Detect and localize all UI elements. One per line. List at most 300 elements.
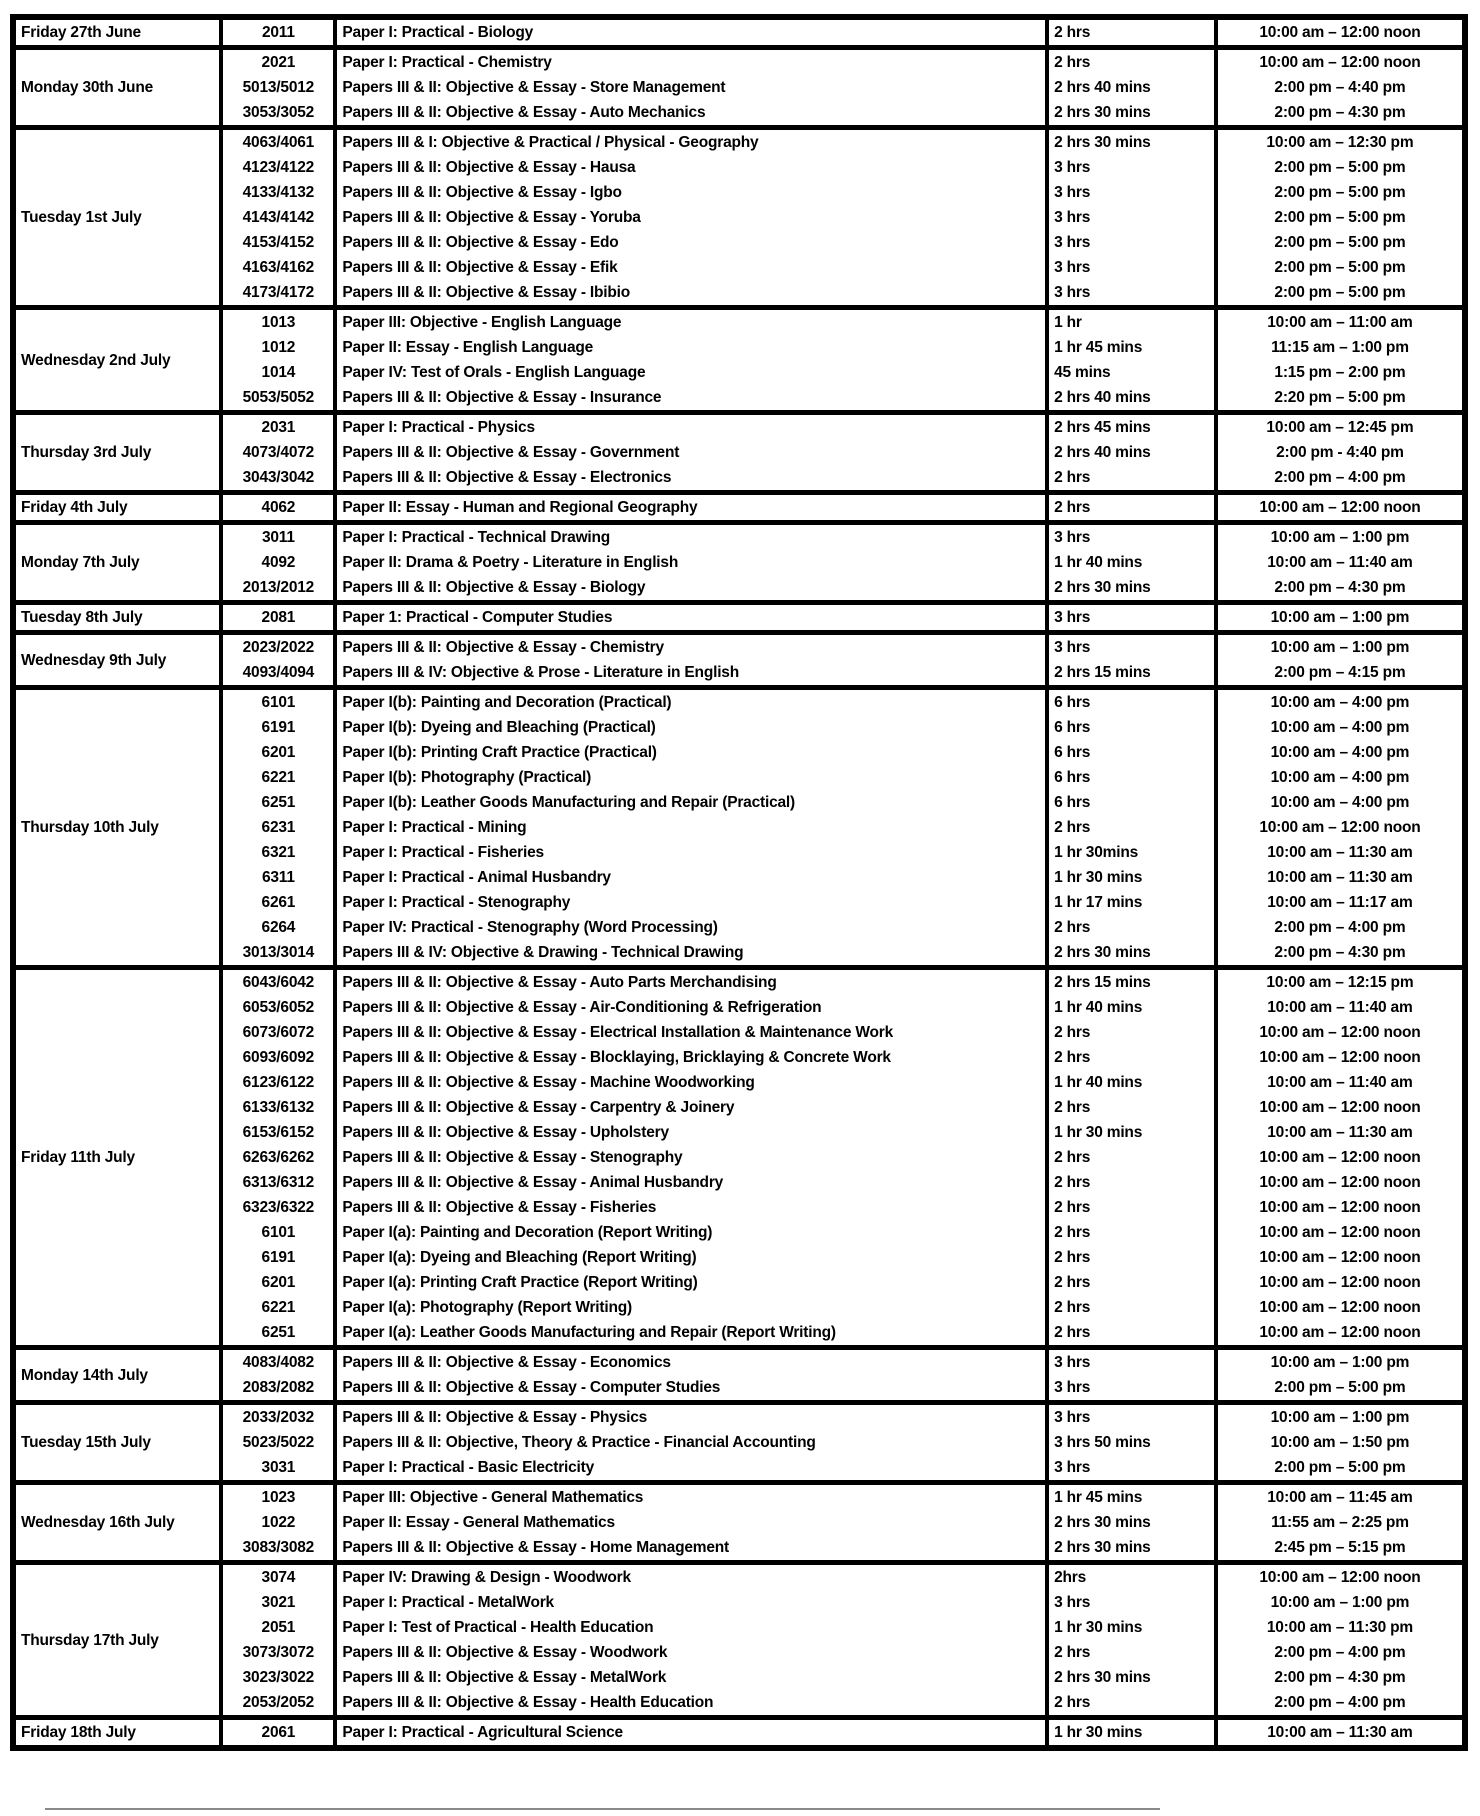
code-cell: 1014 xyxy=(221,360,335,385)
table-row xyxy=(13,1430,1465,1455)
duration-cell: 3 hrs xyxy=(1047,523,1216,551)
code-cell: 2083/2082 xyxy=(221,1375,335,1403)
code-cell: 6201 xyxy=(221,1270,335,1295)
paper-cell: Papers III & II: Objective & Essay - Upholstery xyxy=(335,1120,1047,1145)
duration-cell: 3 hrs xyxy=(1047,633,1216,661)
time-cell: 10:00 am – 11:30 pm xyxy=(1216,1615,1465,1640)
duration-cell: 2 hrs xyxy=(1047,815,1216,840)
duration-cell: 6 hrs xyxy=(1047,765,1216,790)
duration-cell: 1 hr 30mins xyxy=(1047,840,1216,865)
truncated-next-row-line xyxy=(45,1808,1160,1810)
time-cell: 2:00 pm – 4:30 pm xyxy=(1216,575,1465,603)
time-cell: 10:00 am – 12:00 noon xyxy=(1216,1095,1465,1120)
table-row xyxy=(13,75,1465,100)
time-cell: 2:00 pm – 4:40 pm xyxy=(1216,75,1465,100)
duration-cell: 2 hrs xyxy=(1047,1195,1216,1220)
table-row xyxy=(13,1295,1465,1320)
time-cell: 2:00 pm – 5:00 pm xyxy=(1216,280,1465,308)
code-cell: 6263/6262 xyxy=(221,1145,335,1170)
table-row xyxy=(13,1535,1465,1563)
time-cell: 10:00 am – 4:00 pm xyxy=(1216,740,1465,765)
duration-cell: 2 hrs xyxy=(1047,1690,1216,1718)
date-cell: Wednesday 16th July xyxy=(13,1483,221,1563)
code-cell: 4143/4142 xyxy=(221,205,335,230)
code-cell: 6043/6042 xyxy=(221,968,335,996)
table-row xyxy=(13,1320,1465,1348)
date-cell: Monday 14th July xyxy=(13,1348,221,1403)
duration-cell: 1 hr 30 mins xyxy=(1047,1615,1216,1640)
paper-cell: Papers III & II: Objective & Essay - Store Management xyxy=(335,75,1047,100)
code-cell: 3073/3072 xyxy=(221,1640,335,1665)
table-row xyxy=(13,1270,1465,1295)
table-row xyxy=(13,815,1465,840)
paper-cell: Papers III & II: Objective & Essay - Woodwork xyxy=(335,1640,1047,1665)
paper-cell: Papers III & IV: Objective & Prose - Literature in English xyxy=(335,660,1047,688)
duration-cell: 2 hrs xyxy=(1047,1020,1216,1045)
code-cell: 2023/2022 xyxy=(221,633,335,661)
time-cell: 10:00 am – 4:00 pm xyxy=(1216,688,1465,716)
duration-cell: 3 hrs xyxy=(1047,280,1216,308)
paper-cell: Paper I: Practical - Animal Husbandry xyxy=(335,865,1047,890)
code-cell: 3074 xyxy=(221,1563,335,1591)
paper-cell: Papers III & II: Objective & Essay - Igbo xyxy=(335,180,1047,205)
time-cell: 10:00 am – 11:40 am xyxy=(1216,995,1465,1020)
table-row xyxy=(13,688,1465,716)
code-cell: 2013/2012 xyxy=(221,575,335,603)
paper-cell: Paper I: Practical - Mining xyxy=(335,815,1047,840)
table-row xyxy=(13,660,1465,688)
code-cell: 6313/6312 xyxy=(221,1170,335,1195)
paper-cell: Papers III & II: Objective & Essay - Ibibio xyxy=(335,280,1047,308)
time-cell: 10:00 am – 4:00 pm xyxy=(1216,765,1465,790)
time-cell: 10:00 am – 4:00 pm xyxy=(1216,790,1465,815)
code-cell: 6311 xyxy=(221,865,335,890)
code-cell: 6261 xyxy=(221,890,335,915)
paper-cell: Papers III & II: Objective & Essay - Biology xyxy=(335,575,1047,603)
table-row xyxy=(13,1020,1465,1045)
duration-cell: 2 hrs xyxy=(1047,1045,1216,1070)
code-cell: 4163/4162 xyxy=(221,255,335,280)
date-cell: Friday 4th July xyxy=(13,493,221,523)
table-row xyxy=(13,335,1465,360)
duration-cell: 3 hrs xyxy=(1047,1403,1216,1431)
date-cell: Wednesday 2nd July xyxy=(13,308,221,413)
paper-cell: Papers III & II: Objective & Essay - Computer Studies xyxy=(335,1375,1047,1403)
duration-cell: 2 hrs 30 mins xyxy=(1047,1535,1216,1563)
table-row xyxy=(13,1455,1465,1483)
table-row xyxy=(13,940,1465,968)
table-row xyxy=(13,280,1465,308)
exam-timetable-sheet xyxy=(10,14,1468,1751)
table-row xyxy=(13,360,1465,385)
time-cell: 10:00 am – 12:00 noon xyxy=(1216,1220,1465,1245)
code-cell: 2011 xyxy=(221,17,335,48)
paper-cell: Paper I(b): Leather Goods Manufacturing and Repair (Practical) xyxy=(335,790,1047,815)
time-cell: 2:00 pm – 5:00 pm xyxy=(1216,1455,1465,1483)
duration-cell: 1 hr 45 mins xyxy=(1047,335,1216,360)
table-row xyxy=(13,790,1465,815)
table-row xyxy=(13,550,1465,575)
table-row xyxy=(13,1120,1465,1145)
time-cell: 2:00 pm – 4:30 pm xyxy=(1216,940,1465,968)
paper-cell: Papers III & IV: Objective & Drawing - Technical Drawing xyxy=(335,940,1047,968)
code-cell: 6323/6322 xyxy=(221,1195,335,1220)
time-cell: 10:00 am – 12:00 noon xyxy=(1216,1320,1465,1348)
table-row xyxy=(13,1095,1465,1120)
table-row xyxy=(13,180,1465,205)
duration-cell: 2 hrs 15 mins xyxy=(1047,660,1216,688)
duration-cell: 2 hrs xyxy=(1047,1170,1216,1195)
duration-cell: 2 hrs xyxy=(1047,17,1216,48)
paper-cell: Paper I(b): Printing Craft Practice (Practical) xyxy=(335,740,1047,765)
duration-cell: 1 hr 30 mins xyxy=(1047,865,1216,890)
table-row xyxy=(13,1145,1465,1170)
duration-cell: 2 hrs xyxy=(1047,915,1216,940)
time-cell: 2:00 pm – 4:30 pm xyxy=(1216,100,1465,128)
time-cell: 2:00 pm – 4:30 pm xyxy=(1216,1665,1465,1690)
date-cell: Wednesday 9th July xyxy=(13,633,221,688)
time-cell: 10:00 am – 11:40 am xyxy=(1216,1070,1465,1095)
duration-cell: 2 hrs 30 mins xyxy=(1047,940,1216,968)
code-cell: 1023 xyxy=(221,1483,335,1511)
duration-cell: 2 hrs xyxy=(1047,1145,1216,1170)
paper-cell: Paper II: Essay - English Language xyxy=(335,335,1047,360)
time-cell: 10:00 am – 1:00 pm xyxy=(1216,1403,1465,1431)
paper-cell: Paper II: Essay - General Mathematics xyxy=(335,1510,1047,1535)
paper-cell: Paper I(b): Dyeing and Bleaching (Practical) xyxy=(335,715,1047,740)
time-cell: 10:00 am – 12:00 noon xyxy=(1216,1020,1465,1045)
duration-cell: 2 hrs xyxy=(1047,1095,1216,1120)
code-cell: 6221 xyxy=(221,765,335,790)
table-row xyxy=(13,890,1465,915)
paper-cell: Papers III & II: Objective & Essay - MetalWork xyxy=(335,1665,1047,1690)
paper-cell: Papers III & II: Objective & Essay - Machine Woodworking xyxy=(335,1070,1047,1095)
code-cell: 4073/4072 xyxy=(221,440,335,465)
paper-cell: Paper I(a): Printing Craft Practice (Report Writing) xyxy=(335,1270,1047,1295)
table-row xyxy=(13,1563,1465,1591)
table-row xyxy=(13,968,1465,996)
paper-cell: Paper I: Practical - Technical Drawing xyxy=(335,523,1047,551)
table-row xyxy=(13,575,1465,603)
paper-cell: Paper III: Objective - General Mathematics xyxy=(335,1483,1047,1511)
date-cell: Tuesday 1st July xyxy=(13,128,221,308)
code-cell: 4093/4094 xyxy=(221,660,335,688)
time-cell: 11:15 am – 1:00 pm xyxy=(1216,335,1465,360)
time-cell: 2:00 pm - 4:40 pm xyxy=(1216,440,1465,465)
time-cell: 2:00 pm – 4:00 pm xyxy=(1216,465,1465,493)
table-row xyxy=(13,995,1465,1020)
table-row xyxy=(13,603,1465,633)
date-cell: Thursday 3rd July xyxy=(13,413,221,493)
time-cell: 10:00 am – 12:00 noon xyxy=(1216,1195,1465,1220)
table-row xyxy=(13,523,1465,551)
code-cell: 3021 xyxy=(221,1590,335,1615)
date-cell: Monday 30th June xyxy=(13,48,221,128)
date-cell: Tuesday 15th July xyxy=(13,1403,221,1483)
paper-cell: Papers III & II: Objective & Essay - Government xyxy=(335,440,1047,465)
duration-cell: 3 hrs xyxy=(1047,155,1216,180)
duration-cell: 2 hrs xyxy=(1047,48,1216,76)
time-cell: 10:00 am – 12:00 noon xyxy=(1216,493,1465,523)
code-cell: 6221 xyxy=(221,1295,335,1320)
time-cell: 10:00 am – 12:00 noon xyxy=(1216,815,1465,840)
table-row xyxy=(13,1220,1465,1245)
time-cell: 10:00 am – 12:15 pm xyxy=(1216,968,1465,996)
duration-cell: 3 hrs 50 mins xyxy=(1047,1430,1216,1455)
duration-cell: 2 hrs xyxy=(1047,1270,1216,1295)
time-cell: 10:00 am – 12:00 noon xyxy=(1216,17,1465,48)
paper-cell: Papers III & II: Objective & Essay - Auto Parts Merchandising xyxy=(335,968,1047,996)
table-row xyxy=(13,413,1465,441)
code-cell: 1013 xyxy=(221,308,335,336)
time-cell: 2:00 pm – 5:00 pm xyxy=(1216,1375,1465,1403)
duration-cell: 6 hrs xyxy=(1047,688,1216,716)
table-row xyxy=(13,1045,1465,1070)
time-cell: 10:00 am – 1:00 pm xyxy=(1216,1348,1465,1376)
code-cell: 3031 xyxy=(221,1455,335,1483)
paper-cell: Paper 1: Practical - Computer Studies xyxy=(335,603,1047,633)
table-row xyxy=(13,715,1465,740)
time-cell: 10:00 am – 11:30 am xyxy=(1216,840,1465,865)
paper-cell: Paper I: Practical - Biology xyxy=(335,17,1047,48)
table-row xyxy=(13,633,1465,661)
paper-cell: Paper I(b): Photography (Practical) xyxy=(335,765,1047,790)
time-cell: 10:00 am – 12:00 noon xyxy=(1216,1563,1465,1591)
paper-cell: Papers III & I: Objective & Practical / Physical - Geography xyxy=(335,128,1047,156)
paper-cell: Papers III & II: Objective, Theory & Practice - Financial Accounting xyxy=(335,1430,1047,1455)
time-cell: 10:00 am – 11:00 am xyxy=(1216,308,1465,336)
duration-cell: 2 hrs 30 mins xyxy=(1047,1665,1216,1690)
code-cell: 3023/3022 xyxy=(221,1665,335,1690)
table-row xyxy=(13,440,1465,465)
duration-cell: 3 hrs xyxy=(1047,603,1216,633)
table-row xyxy=(13,128,1465,156)
paper-cell: Papers III & II: Objective & Essay - Edo xyxy=(335,230,1047,255)
table-row xyxy=(13,1245,1465,1270)
code-cell: 6123/6122 xyxy=(221,1070,335,1095)
code-cell: 4133/4132 xyxy=(221,180,335,205)
time-cell: 2:00 pm – 4:00 pm xyxy=(1216,915,1465,940)
table-row xyxy=(13,915,1465,940)
time-cell: 2:00 pm – 5:00 pm xyxy=(1216,155,1465,180)
code-cell: 3053/3052 xyxy=(221,100,335,128)
paper-cell: Paper I(a): Dyeing and Bleaching (Report Writing) xyxy=(335,1245,1047,1270)
duration-cell: 3 hrs xyxy=(1047,230,1216,255)
time-cell: 10:00 am – 1:00 pm xyxy=(1216,523,1465,551)
code-cell: 3011 xyxy=(221,523,335,551)
table-row xyxy=(13,100,1465,128)
code-cell: 3013/3014 xyxy=(221,940,335,968)
table-row xyxy=(13,230,1465,255)
code-cell: 5023/5022 xyxy=(221,1430,335,1455)
paper-cell: Papers III & II: Objective & Essay - Carpentry & Joinery xyxy=(335,1095,1047,1120)
duration-cell: 1 hr 17 mins xyxy=(1047,890,1216,915)
duration-cell: 2 hrs 15 mins xyxy=(1047,968,1216,996)
duration-cell: 1 hr 30 mins xyxy=(1047,1120,1216,1145)
time-cell: 10:00 am – 1:50 pm xyxy=(1216,1430,1465,1455)
paper-cell: Papers III & II: Objective & Essay - Hausa xyxy=(335,155,1047,180)
time-cell: 10:00 am – 12:00 noon xyxy=(1216,1270,1465,1295)
duration-cell: 6 hrs xyxy=(1047,790,1216,815)
paper-cell: Papers III & II: Objective & Essay - Animal Husbandry xyxy=(335,1170,1047,1195)
paper-cell: Papers III & II: Objective & Essay - Economics xyxy=(335,1348,1047,1376)
paper-cell: Papers III & II: Objective & Essay - Blocklaying, Bricklaying & Concrete Work xyxy=(335,1045,1047,1070)
code-cell: 3043/3042 xyxy=(221,465,335,493)
paper-cell: Paper IV: Drawing & Design - Woodwork xyxy=(335,1563,1047,1591)
date-cell: Friday 11th July xyxy=(13,968,221,1348)
duration-cell: 3 hrs xyxy=(1047,1455,1216,1483)
duration-cell: 3 hrs xyxy=(1047,1348,1216,1376)
paper-cell: Papers III & II: Objective & Essay - Home Management xyxy=(335,1535,1047,1563)
table-row xyxy=(13,740,1465,765)
time-cell: 10:00 am – 11:30 am xyxy=(1216,1718,1465,1749)
paper-cell: Paper I(a): Painting and Decoration (Report Writing) xyxy=(335,1220,1047,1245)
table-row xyxy=(13,1195,1465,1220)
duration-cell: 2 hrs xyxy=(1047,465,1216,493)
time-cell: 10:00 am – 12:45 pm xyxy=(1216,413,1465,441)
duration-cell: 6 hrs xyxy=(1047,715,1216,740)
time-cell: 10:00 am – 1:00 pm xyxy=(1216,603,1465,633)
table-row xyxy=(13,1590,1465,1615)
time-cell: 2:00 pm – 5:00 pm xyxy=(1216,230,1465,255)
duration-cell: 2 hrs 40 mins xyxy=(1047,440,1216,465)
paper-cell: Paper I: Practical - MetalWork xyxy=(335,1590,1047,1615)
duration-cell: 2 hrs 40 mins xyxy=(1047,385,1216,413)
code-cell: 2061 xyxy=(221,1718,335,1749)
duration-cell: 2 hrs xyxy=(1047,1220,1216,1245)
time-cell: 10:00 am – 12:00 noon xyxy=(1216,1295,1465,1320)
code-cell: 6053/6052 xyxy=(221,995,335,1020)
time-cell: 2:20 pm – 5:00 pm xyxy=(1216,385,1465,413)
table-row xyxy=(13,385,1465,413)
duration-cell: 3 hrs xyxy=(1047,255,1216,280)
code-cell: 4092 xyxy=(221,550,335,575)
duration-cell: 3 hrs xyxy=(1047,180,1216,205)
code-cell: 1012 xyxy=(221,335,335,360)
duration-cell: 1 hr 45 mins xyxy=(1047,1483,1216,1511)
paper-cell: Papers III & II: Objective & Essay - Health Education xyxy=(335,1690,1047,1718)
code-cell: 4123/4122 xyxy=(221,155,335,180)
paper-cell: Papers III & II: Objective & Essay - Yoruba xyxy=(335,205,1047,230)
duration-cell: 1 hr 30 mins xyxy=(1047,1718,1216,1749)
code-cell: 6231 xyxy=(221,815,335,840)
time-cell: 10:00 am – 12:00 noon xyxy=(1216,48,1465,76)
duration-cell: 2 hrs xyxy=(1047,1295,1216,1320)
duration-cell: 2 hrs xyxy=(1047,493,1216,523)
duration-cell: 1 hr xyxy=(1047,308,1216,336)
time-cell: 2:45 pm – 5:15 pm xyxy=(1216,1535,1465,1563)
table-row xyxy=(13,308,1465,336)
time-cell: 2:00 pm – 4:00 pm xyxy=(1216,1690,1465,1718)
duration-cell: 2 hrs xyxy=(1047,1320,1216,1348)
code-cell: 2031 xyxy=(221,413,335,441)
paper-cell: Paper III: Objective - English Language xyxy=(335,308,1047,336)
code-cell: 2081 xyxy=(221,603,335,633)
time-cell: 10:00 am – 11:40 am xyxy=(1216,550,1465,575)
table-row xyxy=(13,840,1465,865)
table-row xyxy=(13,465,1465,493)
paper-cell: Paper I(b): Painting and Decoration (Practical) xyxy=(335,688,1047,716)
code-cell: 4063/4061 xyxy=(221,128,335,156)
paper-cell: Papers III & II: Objective & Essay - Insurance xyxy=(335,385,1047,413)
paper-cell: Papers III & II: Objective & Essay - Chemistry xyxy=(335,633,1047,661)
code-cell: 6073/6072 xyxy=(221,1020,335,1045)
code-cell: 6191 xyxy=(221,1245,335,1270)
table-row xyxy=(13,1348,1465,1376)
code-cell: 2053/2052 xyxy=(221,1690,335,1718)
paper-cell: Papers III & II: Objective & Essay - Electrical Installation & Maintenance Work xyxy=(335,1020,1047,1045)
paper-cell: Paper IV: Test of Orals - English Language xyxy=(335,360,1047,385)
time-cell: 2:00 pm – 4:15 pm xyxy=(1216,660,1465,688)
code-cell: 5053/5052 xyxy=(221,385,335,413)
exam-timetable xyxy=(10,14,1468,1751)
paper-cell: Paper II: Drama & Poetry - Literature in English xyxy=(335,550,1047,575)
paper-cell: Papers III & II: Objective & Essay - Physics xyxy=(335,1403,1047,1431)
time-cell: 1:15 pm – 2:00 pm xyxy=(1216,360,1465,385)
paper-cell: Paper II: Essay - Human and Regional Geography xyxy=(335,493,1047,523)
time-cell: 11:55 am – 2:25 pm xyxy=(1216,1510,1465,1535)
table-row xyxy=(13,1403,1465,1431)
table-row xyxy=(13,1615,1465,1640)
paper-cell: Paper I: Practical - Basic Electricity xyxy=(335,1455,1047,1483)
code-cell: 6133/6132 xyxy=(221,1095,335,1120)
time-cell: 10:00 am – 11:17 am xyxy=(1216,890,1465,915)
code-cell: 6264 xyxy=(221,915,335,940)
code-cell: 2021 xyxy=(221,48,335,76)
duration-cell: 1 hr 40 mins xyxy=(1047,550,1216,575)
time-cell: 10:00 am – 11:30 am xyxy=(1216,1120,1465,1145)
time-cell: 10:00 am – 11:45 am xyxy=(1216,1483,1465,1511)
table-row xyxy=(13,1665,1465,1690)
duration-cell: 45 mins xyxy=(1047,360,1216,385)
time-cell: 10:00 am – 12:00 noon xyxy=(1216,1145,1465,1170)
table-row xyxy=(13,1375,1465,1403)
code-cell: 4153/4152 xyxy=(221,230,335,255)
time-cell: 2:00 pm – 5:00 pm xyxy=(1216,180,1465,205)
code-cell: 2033/2032 xyxy=(221,1403,335,1431)
code-cell: 4062 xyxy=(221,493,335,523)
table-row xyxy=(13,1510,1465,1535)
timetable-body xyxy=(13,17,1465,1748)
date-cell: Monday 7th July xyxy=(13,523,221,603)
duration-cell: 2 hrs 30 mins xyxy=(1047,128,1216,156)
time-cell: 10:00 am – 12:30 pm xyxy=(1216,128,1465,156)
time-cell: 2:00 pm – 5:00 pm xyxy=(1216,255,1465,280)
time-cell: 10:00 am – 12:00 noon xyxy=(1216,1045,1465,1070)
paper-cell: Paper I(a): Leather Goods Manufacturing and Repair (Report Writing) xyxy=(335,1320,1047,1348)
table-row xyxy=(13,1483,1465,1511)
table-row xyxy=(13,1070,1465,1095)
code-cell: 6093/6092 xyxy=(221,1045,335,1070)
paper-cell: Papers III & II: Objective & Essay - Efik xyxy=(335,255,1047,280)
time-cell: 10:00 am – 1:00 pm xyxy=(1216,1590,1465,1615)
paper-cell: Paper I: Practical - Stenography xyxy=(335,890,1047,915)
date-cell: Friday 18th July xyxy=(13,1718,221,1749)
paper-cell: Paper I: Practical - Agricultural Science xyxy=(335,1718,1047,1749)
date-cell: Friday 27th June xyxy=(13,17,221,48)
date-cell: Tuesday 8th July xyxy=(13,603,221,633)
time-cell: 10:00 am – 12:00 noon xyxy=(1216,1245,1465,1270)
paper-cell: Papers III & II: Objective & Essay - Auto Mechanics xyxy=(335,100,1047,128)
duration-cell: 3 hrs xyxy=(1047,1375,1216,1403)
duration-cell: 2 hrs 45 mins xyxy=(1047,413,1216,441)
code-cell: 6101 xyxy=(221,1220,335,1245)
time-cell: 2:00 pm – 4:00 pm xyxy=(1216,1640,1465,1665)
paper-cell: Paper I: Practical - Physics xyxy=(335,413,1047,441)
duration-cell: 2 hrs 30 mins xyxy=(1047,575,1216,603)
duration-cell: 1 hr 40 mins xyxy=(1047,995,1216,1020)
time-cell: 2:00 pm – 5:00 pm xyxy=(1216,205,1465,230)
